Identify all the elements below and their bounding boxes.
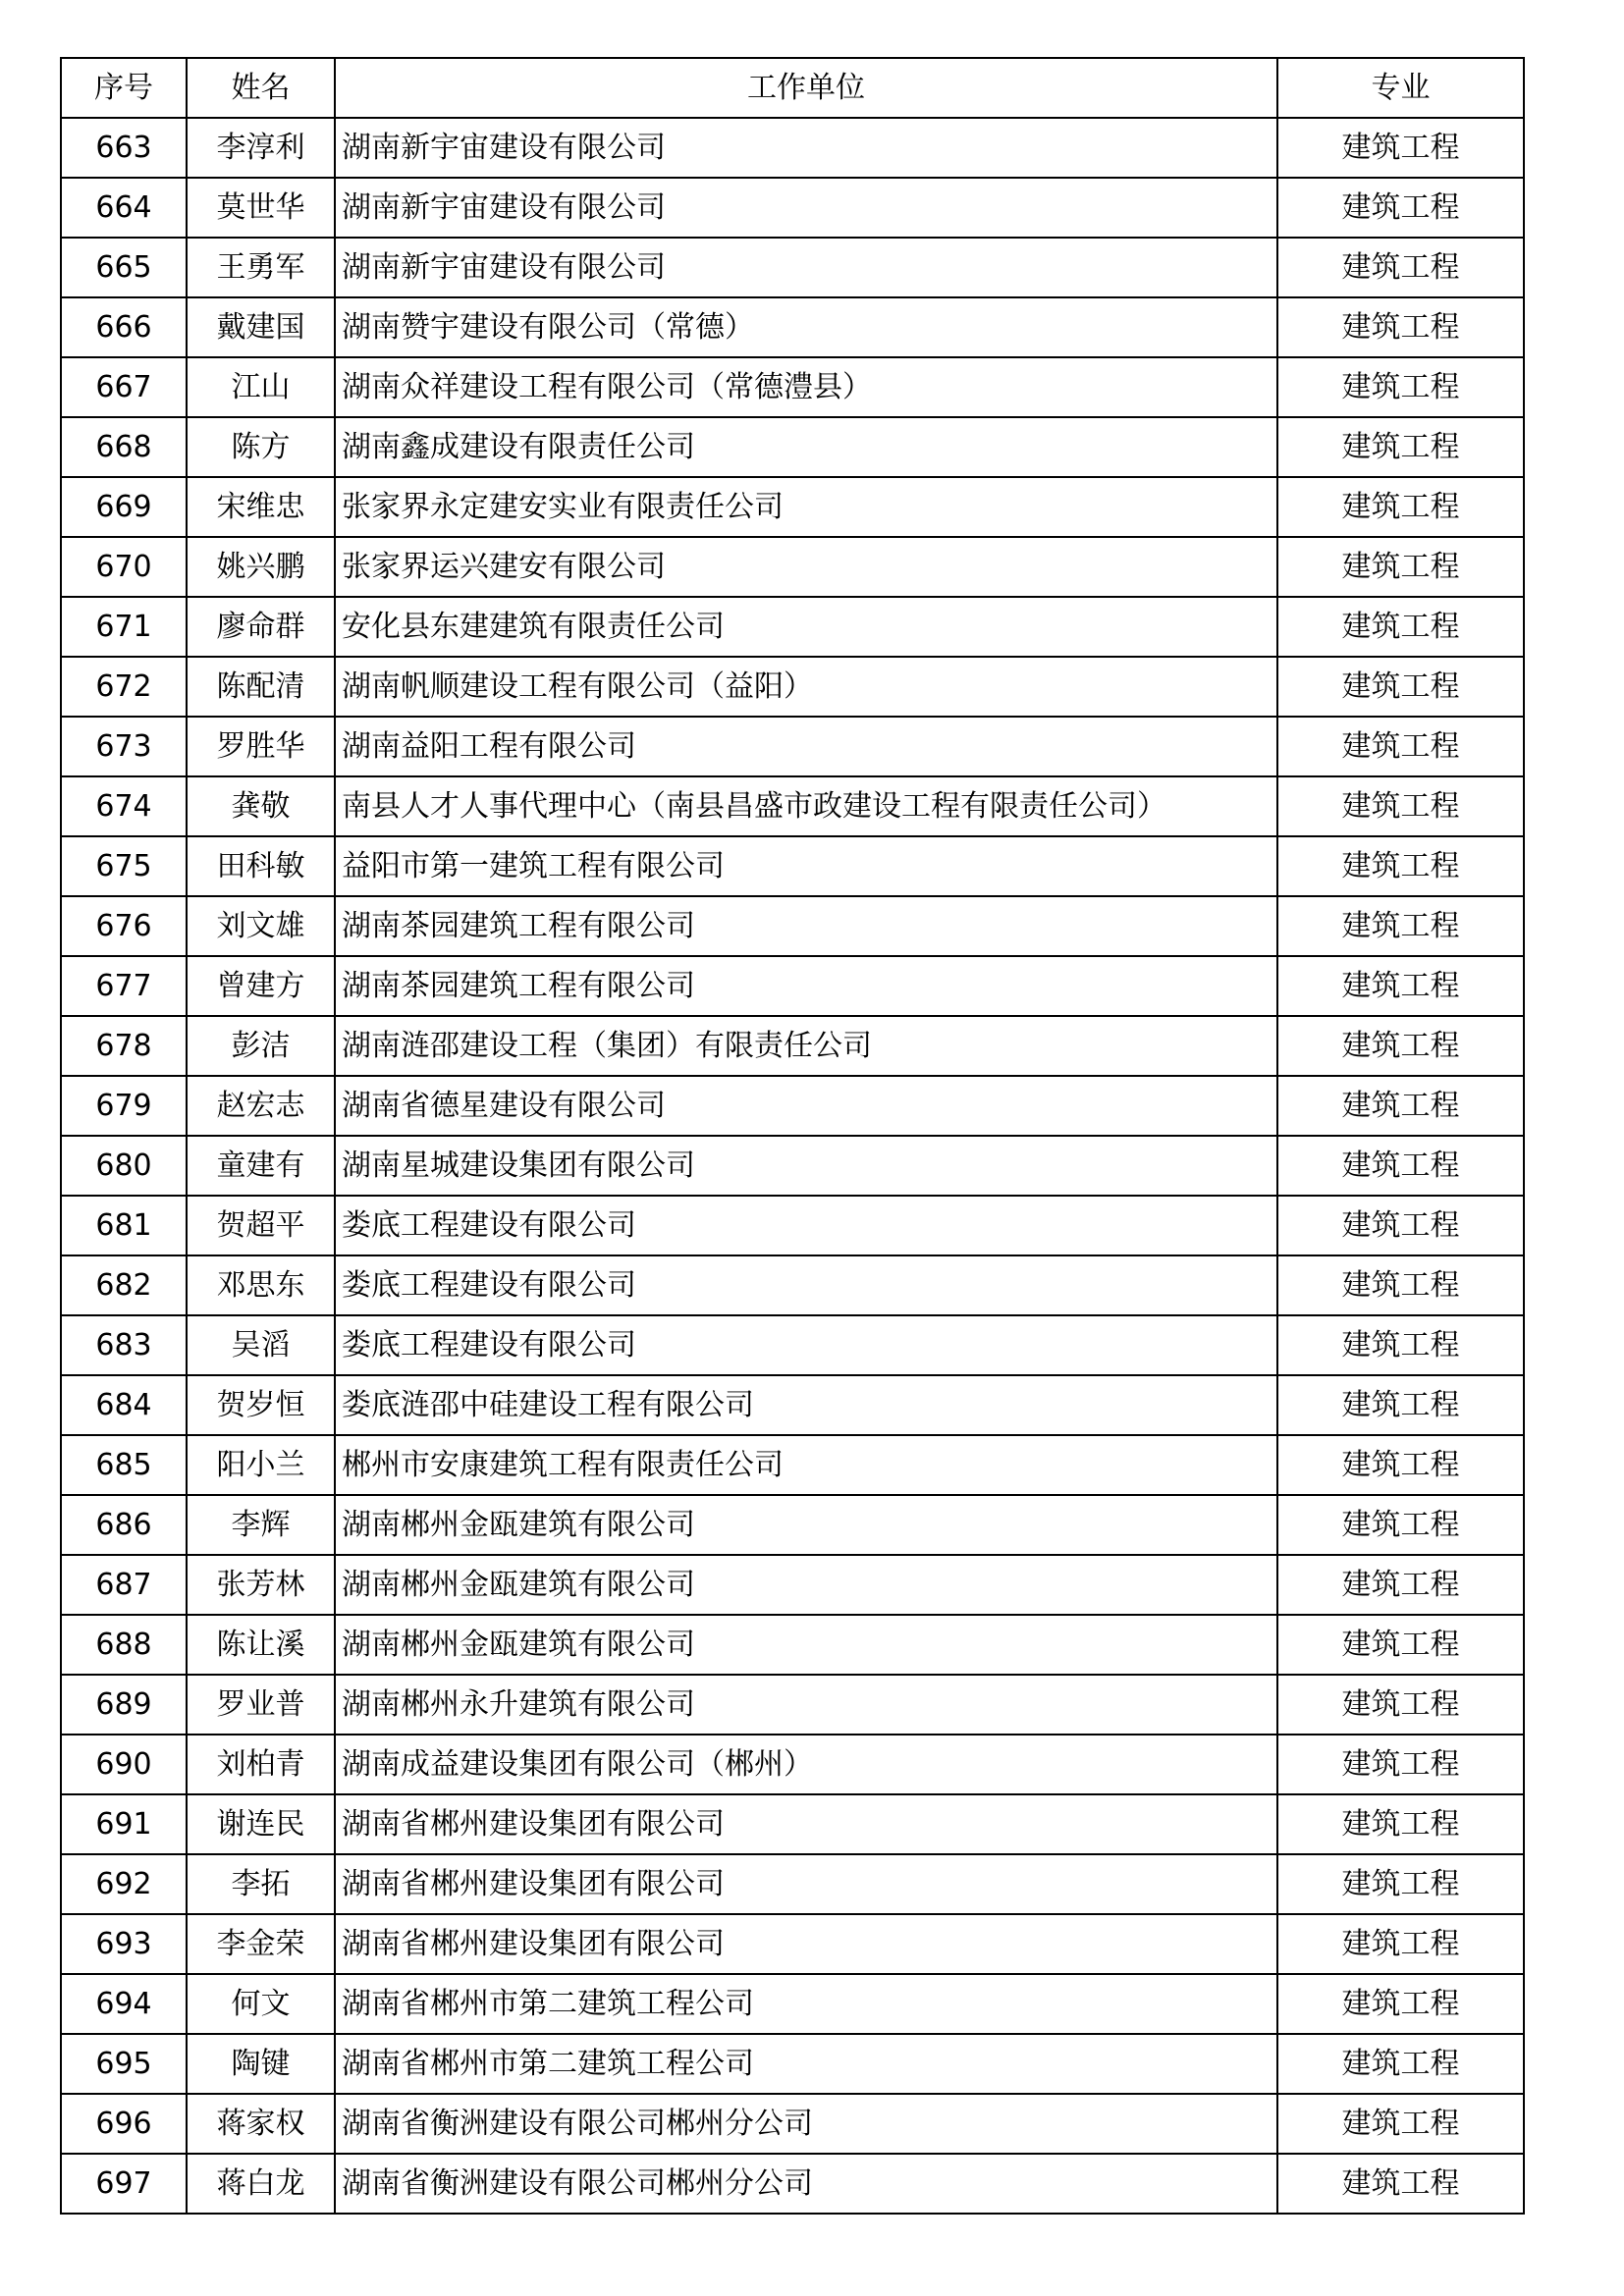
- major-cell: 建筑工程: [1277, 297, 1524, 357]
- name-cell: 吴滔: [187, 1315, 335, 1375]
- serial-number-cell: 683: [61, 1315, 187, 1375]
- serial-number-cell: 687: [61, 1555, 187, 1615]
- work-unit-cell: 湖南郴州金瓯建筑有限公司: [335, 1615, 1277, 1675]
- table-row: [61, 597, 1524, 657]
- major-cell: 建筑工程: [1277, 597, 1524, 657]
- name-cell: 李拓: [187, 1854, 335, 1914]
- table-row: [61, 178, 1524, 238]
- major-cell: 建筑工程: [1277, 417, 1524, 477]
- major-cell: 建筑工程: [1277, 1076, 1524, 1136]
- table-row: [61, 776, 1524, 836]
- work-unit-cell: 益阳市第一建筑工程有限公司: [335, 836, 1277, 896]
- serial-number-cell: 684: [61, 1375, 187, 1435]
- name-cell: 彭洁: [187, 1016, 335, 1076]
- serial-number-cell: 690: [61, 1735, 187, 1794]
- serial-number-cell: 677: [61, 956, 187, 1016]
- name-cell: 陈让溪: [187, 1615, 335, 1675]
- work-unit-cell: 湖南众祥建设工程有限公司（常德澧县）: [335, 357, 1277, 417]
- name-cell: 廖命群: [187, 597, 335, 657]
- name-cell: 王勇军: [187, 238, 335, 297]
- major-cell: 建筑工程: [1277, 537, 1524, 597]
- name-cell: 陶键: [187, 2034, 335, 2094]
- major-cell: 建筑工程: [1277, 776, 1524, 836]
- serial-number-cell: 668: [61, 417, 187, 477]
- name-cell: 刘柏青: [187, 1735, 335, 1794]
- serial-number-cell: 667: [61, 357, 187, 417]
- work-unit-cell: 娄底涟邵中硅建设工程有限公司: [335, 1375, 1277, 1435]
- work-unit-cell: 南县人才人事代理中心（南县昌盛市政建设工程有限责任公司）: [335, 776, 1277, 836]
- major-cell: 建筑工程: [1277, 896, 1524, 956]
- major-cell: 建筑工程: [1277, 1435, 1524, 1495]
- serial-number-cell: 685: [61, 1435, 187, 1495]
- table-row: [61, 1495, 1524, 1555]
- name-cell: 张芳林: [187, 1555, 335, 1615]
- major-cell: 建筑工程: [1277, 118, 1524, 178]
- header-major: 专业: [1277, 58, 1524, 118]
- serial-number-cell: 673: [61, 717, 187, 776]
- table-row: [61, 357, 1524, 417]
- major-cell: 建筑工程: [1277, 1615, 1524, 1675]
- major-cell: 建筑工程: [1277, 657, 1524, 717]
- work-unit-cell: 湖南茶园建筑工程有限公司: [335, 956, 1277, 1016]
- table-row: [61, 537, 1524, 597]
- serial-number-cell: 681: [61, 1196, 187, 1255]
- table-row: [61, 2154, 1524, 2214]
- name-cell: 陈方: [187, 417, 335, 477]
- name-cell: 龚敬: [187, 776, 335, 836]
- work-unit-cell: 湖南省德星建设有限公司: [335, 1076, 1277, 1136]
- header-row: [61, 58, 1524, 118]
- header-serial-number: 序号: [61, 58, 187, 118]
- serial-number-cell: 682: [61, 1255, 187, 1315]
- work-unit-cell: 湖南星城建设集团有限公司: [335, 1136, 1277, 1196]
- serial-number-cell: 691: [61, 1794, 187, 1854]
- table-row: [61, 1854, 1524, 1914]
- name-cell: 邓思东: [187, 1255, 335, 1315]
- name-cell: 姚兴鹏: [187, 537, 335, 597]
- work-unit-cell: 湖南新宇宙建设有限公司: [335, 118, 1277, 178]
- serial-number-cell: 680: [61, 1136, 187, 1196]
- table-row: [61, 1016, 1524, 1076]
- name-cell: 戴建国: [187, 297, 335, 357]
- work-unit-cell: 湖南郴州永升建筑有限公司: [335, 1675, 1277, 1735]
- serial-number-cell: 679: [61, 1076, 187, 1136]
- serial-number-cell: 674: [61, 776, 187, 836]
- name-cell: 田科敏: [187, 836, 335, 896]
- major-cell: 建筑工程: [1277, 1675, 1524, 1735]
- name-cell: 贺岁恒: [187, 1375, 335, 1435]
- name-cell: 何文: [187, 1974, 335, 2034]
- work-unit-cell: 湖南省郴州建设集团有限公司: [335, 1914, 1277, 1974]
- serial-number-cell: 678: [61, 1016, 187, 1076]
- serial-number-cell: 686: [61, 1495, 187, 1555]
- work-unit-cell: 湖南鑫成建设有限责任公司: [335, 417, 1277, 477]
- name-cell: 刘文雄: [187, 896, 335, 956]
- major-cell: 建筑工程: [1277, 836, 1524, 896]
- table-row: [61, 238, 1524, 297]
- table-row: [61, 1974, 1524, 2034]
- table-row: [61, 1675, 1524, 1735]
- work-unit-cell: 湖南省郴州市第二建筑工程公司: [335, 1974, 1277, 2034]
- work-unit-cell: 湖南省衡洲建设有限公司郴州分公司: [335, 2154, 1277, 2214]
- table-row: [61, 1076, 1524, 1136]
- serial-number-cell: 695: [61, 2034, 187, 2094]
- header-name: 姓名: [187, 58, 335, 118]
- header-work-unit: 工作单位: [335, 58, 1277, 118]
- name-cell: 江山: [187, 357, 335, 417]
- major-cell: 建筑工程: [1277, 357, 1524, 417]
- serial-number-cell: 676: [61, 896, 187, 956]
- name-cell: 宋维忠: [187, 477, 335, 537]
- work-unit-cell: 湖南赞宇建设有限公司（常德）: [335, 297, 1277, 357]
- table-row: [61, 2034, 1524, 2094]
- major-cell: 建筑工程: [1277, 1974, 1524, 2034]
- work-unit-cell: 湖南省衡洲建设有限公司郴州分公司: [335, 2094, 1277, 2154]
- serial-number-cell: 669: [61, 477, 187, 537]
- name-cell: 罗胜华: [187, 717, 335, 776]
- work-unit-cell: 郴州市安康建筑工程有限责任公司: [335, 1435, 1277, 1495]
- major-cell: 建筑工程: [1277, 1375, 1524, 1435]
- table-row: [61, 1375, 1524, 1435]
- work-unit-cell: 湖南新宇宙建设有限公司: [335, 178, 1277, 238]
- serial-number-cell: 697: [61, 2154, 187, 2214]
- major-cell: 建筑工程: [1277, 2154, 1524, 2214]
- work-unit-cell: 湖南省郴州建设集团有限公司: [335, 1854, 1277, 1914]
- name-cell: 蒋白龙: [187, 2154, 335, 2214]
- name-cell: 赵宏志: [187, 1076, 335, 1136]
- major-cell: 建筑工程: [1277, 1255, 1524, 1315]
- table-row: [61, 956, 1524, 1016]
- table-row: [61, 2094, 1524, 2154]
- major-cell: 建筑工程: [1277, 1315, 1524, 1375]
- serial-number-cell: 694: [61, 1974, 187, 2034]
- table-row: [61, 657, 1524, 717]
- work-unit-cell: 湖南省郴州建设集团有限公司: [335, 1794, 1277, 1854]
- serial-number-cell: 675: [61, 836, 187, 896]
- work-unit-cell: 娄底工程建设有限公司: [335, 1255, 1277, 1315]
- table-row: [61, 1315, 1524, 1375]
- serial-number-cell: 666: [61, 297, 187, 357]
- serial-number-cell: 672: [61, 657, 187, 717]
- major-cell: 建筑工程: [1277, 1735, 1524, 1794]
- name-cell: 陈配清: [187, 657, 335, 717]
- name-cell: 童建有: [187, 1136, 335, 1196]
- work-unit-cell: 张家界运兴建安有限公司: [335, 537, 1277, 597]
- name-cell: 曾建方: [187, 956, 335, 1016]
- serial-number-cell: 688: [61, 1615, 187, 1675]
- serial-number-cell: 665: [61, 238, 187, 297]
- table-row: [61, 118, 1524, 178]
- table-row: [61, 1136, 1524, 1196]
- serial-number-cell: 664: [61, 178, 187, 238]
- work-unit-cell: 娄底工程建设有限公司: [335, 1315, 1277, 1375]
- work-unit-cell: 湖南省郴州市第二建筑工程公司: [335, 2034, 1277, 2094]
- major-cell: 建筑工程: [1277, 1555, 1524, 1615]
- name-cell: 李淳利: [187, 118, 335, 178]
- table-row: [61, 1615, 1524, 1675]
- major-cell: 建筑工程: [1277, 1914, 1524, 1974]
- major-cell: 建筑工程: [1277, 2034, 1524, 2094]
- table-header: [61, 58, 1524, 118]
- serial-number-cell: 696: [61, 2094, 187, 2154]
- work-unit-cell: 湖南帆顺建设工程有限公司（益阳）: [335, 657, 1277, 717]
- name-cell: 阳小兰: [187, 1435, 335, 1495]
- serial-number-cell: 671: [61, 597, 187, 657]
- table-body: [61, 118, 1524, 2214]
- name-cell: 罗业普: [187, 1675, 335, 1735]
- work-unit-cell: 湖南郴州金瓯建筑有限公司: [335, 1495, 1277, 1555]
- work-unit-cell: 安化县东建建筑有限责任公司: [335, 597, 1277, 657]
- name-cell: 李辉: [187, 1495, 335, 1555]
- work-unit-cell: 湖南成益建设集团有限公司（郴州）: [335, 1735, 1277, 1794]
- table-row: [61, 297, 1524, 357]
- major-cell: 建筑工程: [1277, 1495, 1524, 1555]
- name-cell: 贺超平: [187, 1196, 335, 1255]
- work-unit-cell: 张家界永定建安实业有限责任公司: [335, 477, 1277, 537]
- table-row: [61, 717, 1524, 776]
- table-row: [61, 477, 1524, 537]
- serial-number-cell: 689: [61, 1675, 187, 1735]
- work-unit-cell: 湖南涟邵建设工程（集团）有限责任公司: [335, 1016, 1277, 1076]
- work-unit-cell: 湖南益阳工程有限公司: [335, 717, 1277, 776]
- table-row: [61, 1735, 1524, 1794]
- major-cell: 建筑工程: [1277, 956, 1524, 1016]
- major-cell: 建筑工程: [1277, 1136, 1524, 1196]
- major-cell: 建筑工程: [1277, 1794, 1524, 1854]
- table-row: [61, 417, 1524, 477]
- major-cell: 建筑工程: [1277, 477, 1524, 537]
- name-cell: 莫世华: [187, 178, 335, 238]
- serial-number-cell: 663: [61, 118, 187, 178]
- major-cell: 建筑工程: [1277, 1196, 1524, 1255]
- major-cell: 建筑工程: [1277, 238, 1524, 297]
- work-unit-cell: 湖南郴州金瓯建筑有限公司: [335, 1555, 1277, 1615]
- name-cell: 李金荣: [187, 1914, 335, 1974]
- major-cell: 建筑工程: [1277, 2094, 1524, 2154]
- work-unit-cell: 湖南新宇宙建设有限公司: [335, 238, 1277, 297]
- major-cell: 建筑工程: [1277, 1854, 1524, 1914]
- table-row: [61, 1794, 1524, 1854]
- name-cell: 谢连民: [187, 1794, 335, 1854]
- table-row: [61, 1255, 1524, 1315]
- table-row: [61, 1555, 1524, 1615]
- major-cell: 建筑工程: [1277, 1016, 1524, 1076]
- table-row: [61, 836, 1524, 896]
- serial-number-cell: 693: [61, 1914, 187, 1974]
- major-cell: 建筑工程: [1277, 178, 1524, 238]
- name-cell: 蒋家权: [187, 2094, 335, 2154]
- major-cell: 建筑工程: [1277, 717, 1524, 776]
- table-row: [61, 1435, 1524, 1495]
- personnel-table: [60, 57, 1525, 2215]
- table-row: [61, 1196, 1524, 1255]
- table-row: [61, 1914, 1524, 1974]
- table-row: [61, 896, 1524, 956]
- serial-number-cell: 692: [61, 1854, 187, 1914]
- work-unit-cell: 湖南茶园建筑工程有限公司: [335, 896, 1277, 956]
- serial-number-cell: 670: [61, 537, 187, 597]
- work-unit-cell: 娄底工程建设有限公司: [335, 1196, 1277, 1255]
